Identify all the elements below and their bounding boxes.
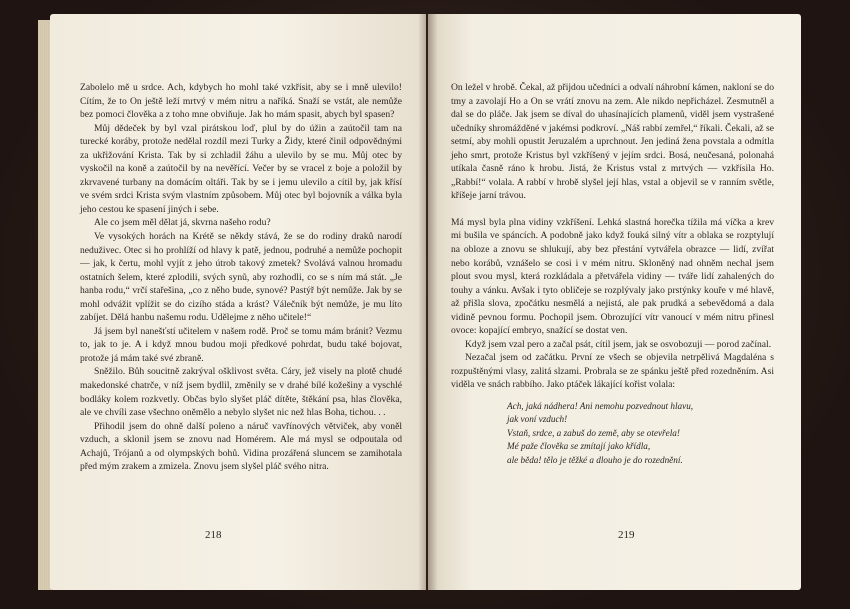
page-number-right: 219	[618, 529, 635, 541]
right-page-text	[451, 81, 774, 467]
poem-block	[507, 400, 774, 467]
poem-line: Mé paže člověka se zmítají jako křídla,	[507, 441, 651, 452]
poem-line: Vstaň, srdce, a zabuš do země, aby se otevřela!	[507, 427, 680, 438]
paragraph: Má mysl byla plna vidiny vzkříšení. Lehká slastná horečka tížila má víčka a krev mi bušila ve spáncích. A podobně jako když fouká silný vítr a oblaka se rozptylují na obloze a znovu se shlukují, aby bez přestání vytvářela obrazce — lidí, zvířat nebo korábů, vznášelo se cosi i v mém nitru. Skloněný nad ohněm nechal jsem plout svou mysl, která rozkládala a přetvářela vidiny — tváře lidí zahalených do touhy a vánku. Avšak i tyto obličeje se rozplývaly jako prstýnky kouře v mé hlavě, až přišla slova, zpočátku nesmělá a nejistá, ale pak prudká a sebevědomá a dala vidině pevnou formu. Pochopil jsem. Obrozující vítr vanoucí v mém nitru přinesl ovoce: kopající embryo, snažící se dostat ven.	[451, 216, 774, 337]
paragraph: Sněžilo. Bůh soucitně zakrýval ošklivost světa. Cáry, jež visely na plotě chudé makedonské chatrče, v níž jsem bydlil, změnily se v drahé bílé kožešiny a vyschlé bodláky kolem rozkvetly. Občas bylo slyšet pláč dítěte, štěkání psa, hlas člověka, ale ve chvíli zase všechno oněmělo a nebylo slyšet nic než hlas Boha, tichou. . .	[80, 366, 402, 419]
paragraph: Ale co jsem měl dělat já, skvrna našeho rodu?	[94, 217, 271, 229]
paragraph: Můj dědeček by byl vzal pirátskou loď, plul by do úžin a zaútočil tam na turecké koráby, protože nedělal rozdíl mezi Turky a Židy, které činil odpovědnými za ukřižování Krista. Tak by si zchladil žáhu a ulevilo by se mu. Můj otec by vyskočil na koně a zaútočil by na nevěřící. Večer by se vracel z boje a položil by zkrvavené turbany na domácím oltáři. Tak by se i jemu ulevilo a cítil by, jak křísí ve svém srdci Krista svým vlastním způsobem. Můj otec byl bojovník a válka byla jeho cestou ke spasení jiných i sebe.	[80, 122, 402, 215]
paragraph: Zabolelo mě u srdce. Ach, kdybych ho mohl také vzkřísit, aby se i mně ulevilo! Cítím, že to On ještě leží mrtvý v mém nitru a naříká. Snaží se vstát, ale nemůže bez pomoci člověka a z toho mne obviňuje. Jak ho mám spasit, abych byl spasen?	[80, 82, 402, 121]
left-page	[50, 14, 426, 590]
paragraph: Přihodil jsem do ohně další poleno a náruč vavřínových větviček, aby voněl vzduch, a sklonil jsem se znovu nad Homérem. Ale má mysl se odpoutala od Achajů, Trójanů a od olympských bohů. Vidina prozářená sluncem se zamihotala před mým zrakem a zmizela. Znovu jsem slyšel pláč svého nitra.	[80, 420, 402, 473]
poem-line: Ach, jaká nádhera! Ani nemohu pozvednout hlavu,	[507, 401, 694, 412]
paragraph: Když jsem vzal pero a začal psát, cítil jsem, jak se osvobozuji — porod začínal.	[465, 338, 772, 350]
paragraph: Nezačal jsem od začátku. První ze všech se objevila netrpělivá Magdaléna s rozpuštěnými vlasy, zalitá slzami. Probrala se ze spánku ještě před rozedněním. Asi viděla ve snách rabbího. Jako ptáček lákající kořist volala:	[451, 352, 774, 391]
poem-line: jak voní vzduch!	[507, 414, 568, 425]
section-break	[451, 203, 774, 216]
paragraph: Ve vysokých horách na Krétě se někdy stává, že se do rodiny draků narodí neduživec. Otec si ho prohlíží od hlavy k patě, jednou, podruhé a nemůže pochopit — jak, k čertu, mohl vyjít z jeho útrob takový zmetek? Svolává valnou hromadu ostatních šelem, které zplodili, svých synů, aby rozhodli, co se s ním má stát. „Je hanba rodu,“ vrčí stařešina, „co z něho bude, synové? Pastýř být nemůže. Jak by se mohl odvážit vplížit se do cizího stáda a krást? Válečník být nemůže, je mu líto zabíjet. Dělá hanbu našemu rodu. Udělejme z něho učitele!“	[80, 231, 402, 324]
left-page-text	[80, 81, 402, 474]
book-gutter	[418, 14, 438, 590]
page-number-left: 218	[205, 529, 222, 541]
paragraph: On ležel v hrobě. Čekal, až přijdou učedníci a odvalí náhrobní kámen, nakloní se do tmy a zavolají Ho a On se vrátí znovu na zem. Ale nikdo nepřicházel. Zesmutněl a dal se do pláče. Jak jsem se díval do uhasínajících plamenů, viděl jsem vystrašené učedníky shromážděné v jakémsi podkroví. „Náš rabbí zemřel,“ říkali. Čekali, až se setmí, aby mohli opustit Jeruzalém a uprchnout. Jen jediná žena povstala a odmítla jeho smrt, protože Kristus byl vzkříšený v jejím srdci. Bosá, neučesaná, polonahá utíkala časně ráno k hrobu. Jistá, že Kristus vstal z mrtvých — vzkřísila Ho. „Rabbí!“ volala. A rabbí v hrobě slyšel její hlas, vstal a objevil se v ranním světle, kříšeje jarní trávou.	[451, 82, 774, 202]
right-page	[428, 14, 801, 590]
poem-line: ale běda! tělo je těžké a dlouho je do rozednění.	[507, 454, 683, 465]
paragraph: Já jsem byl nanešťstí učitelem v našem rodě. Proč se tomu mám bránit? Vezmu to, jak to je. A i když mnou budou moji předkové pohrdat, budu také bojovat, protože já mám také své zbraně.	[80, 325, 402, 364]
